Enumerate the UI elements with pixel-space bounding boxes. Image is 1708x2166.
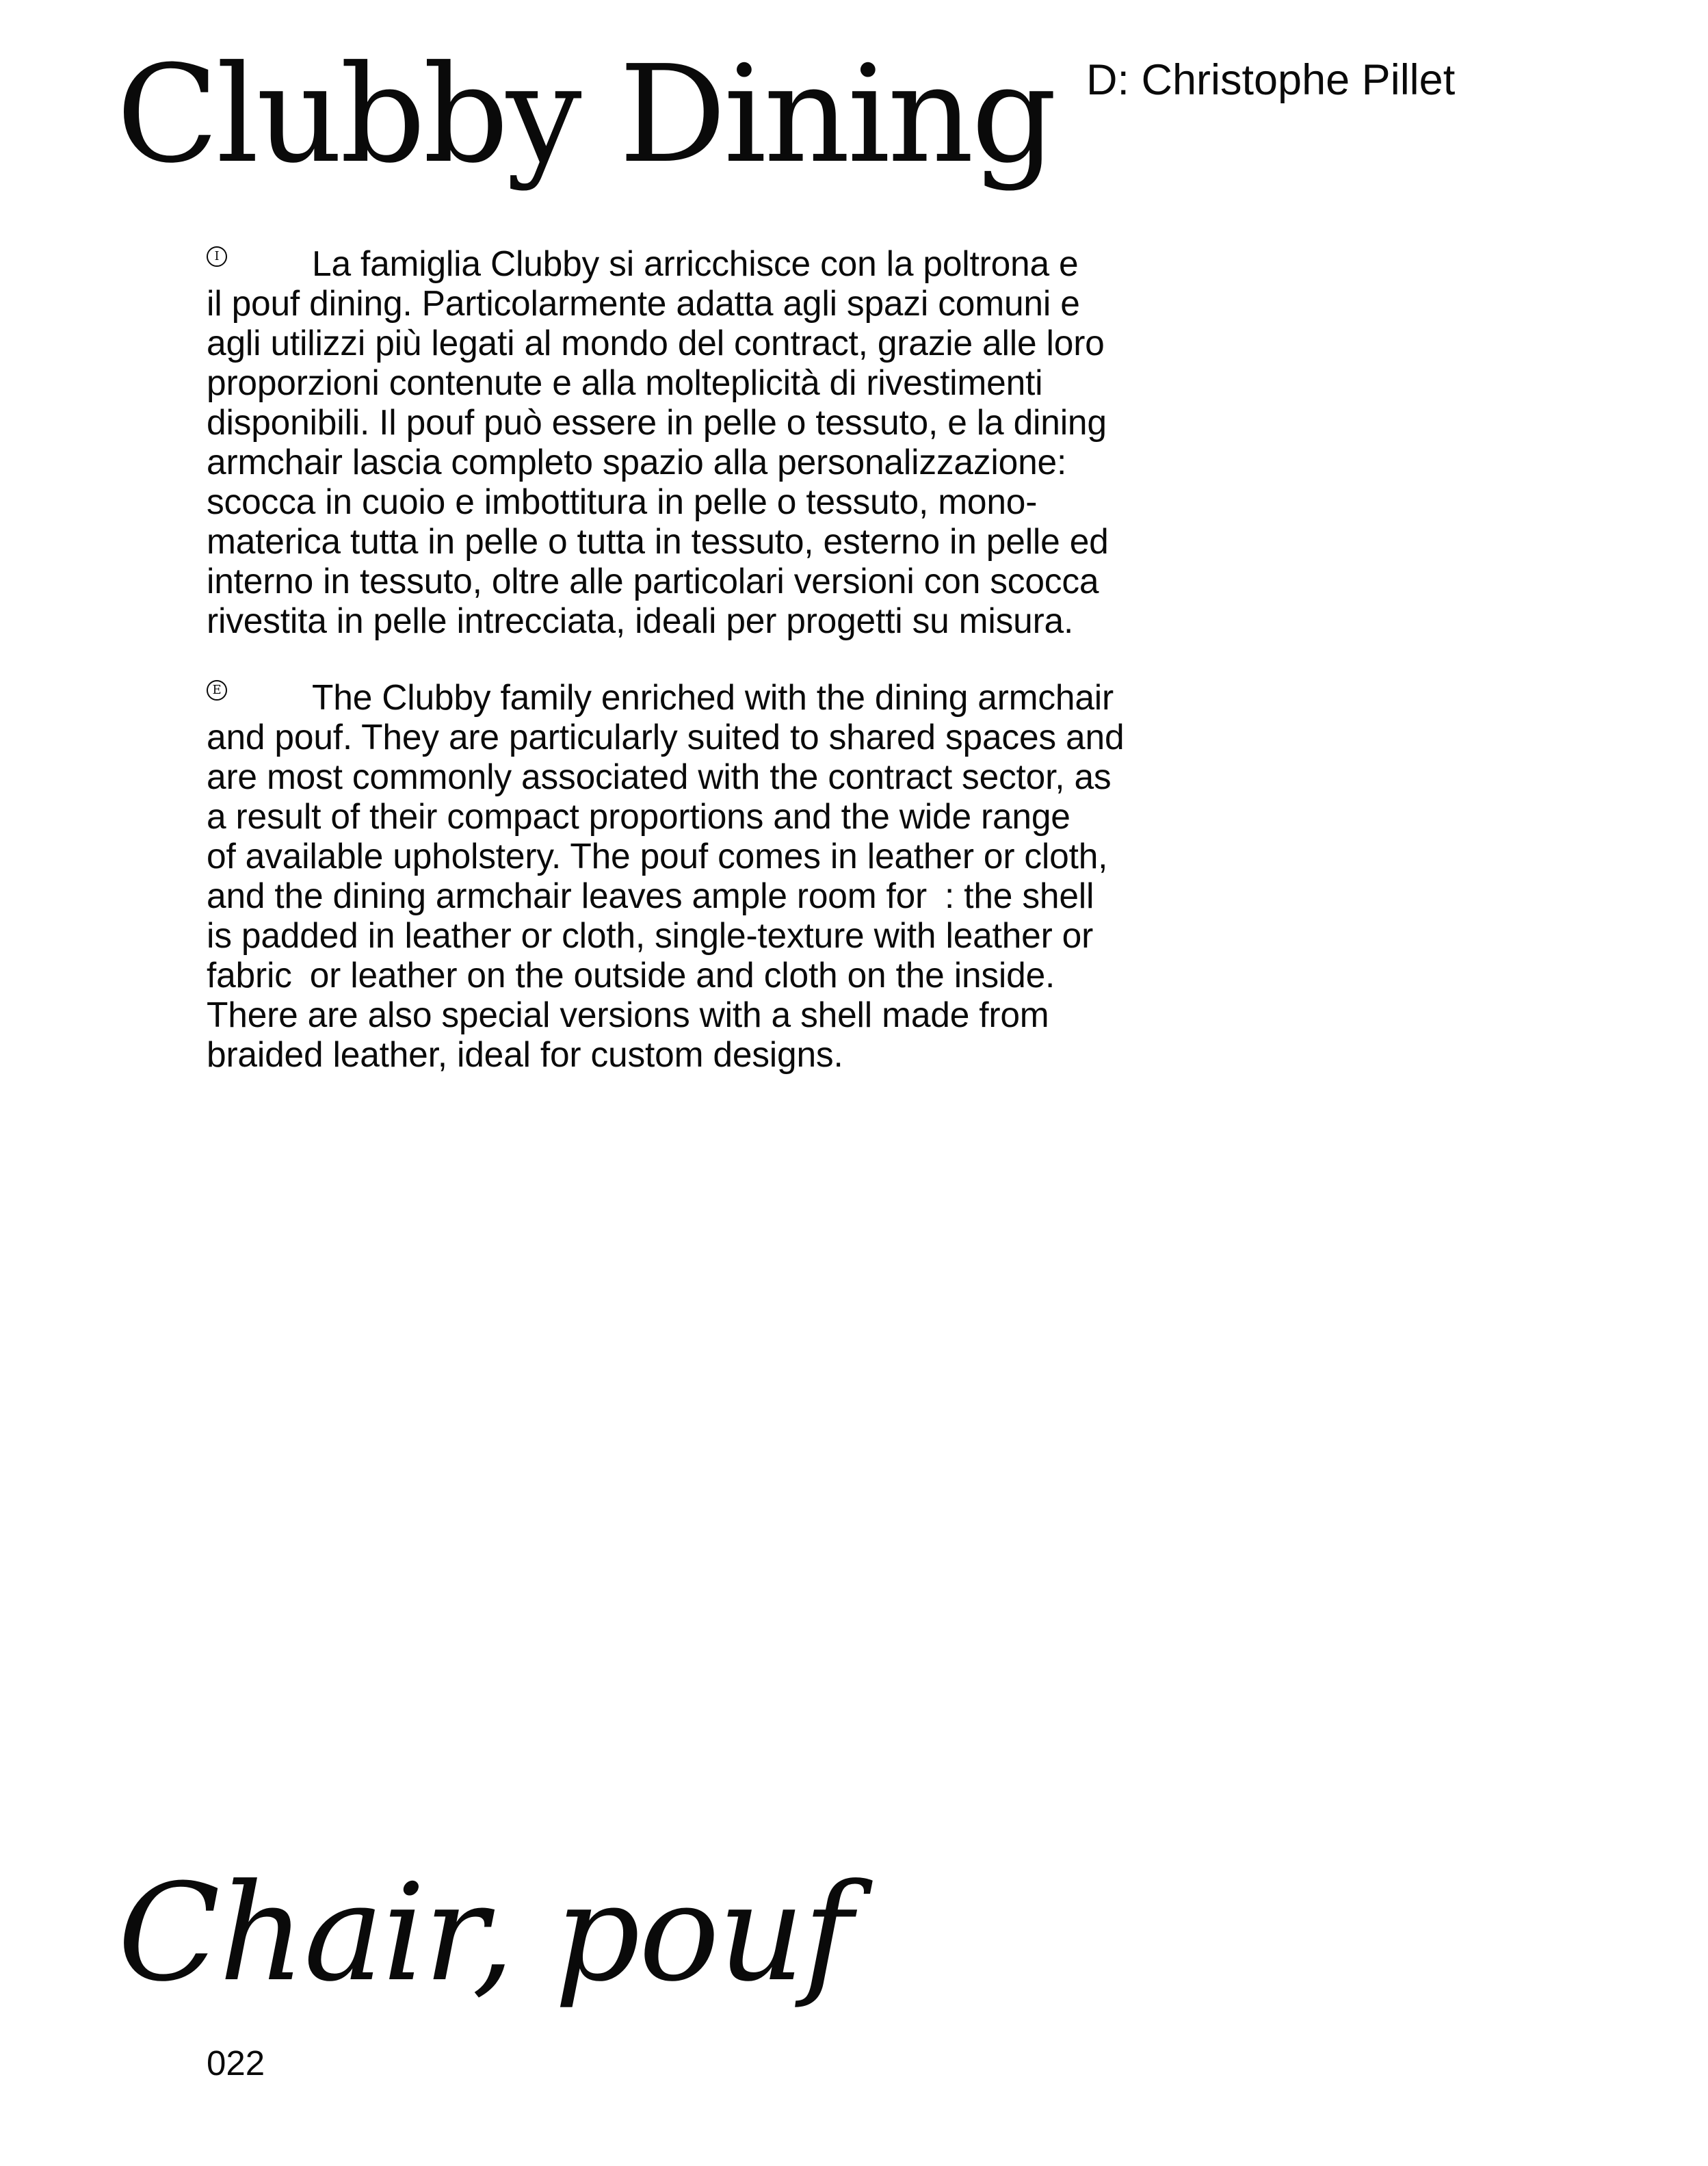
italian-line: disponibili. Il pouf può essere in pelle o tessuto, e la dining bbox=[207, 402, 1107, 442]
english-description bbox=[207, 677, 1246, 1074]
english-line: There are also special versions with a shell made from bbox=[207, 995, 1049, 1034]
product-title: Clubby Dining bbox=[116, 37, 1055, 193]
english-line: The Clubby family enriched with the dining armchair bbox=[312, 677, 1114, 717]
italian-line: rivestita in pelle intrecciata, ideali per progetti su misura. bbox=[207, 601, 1074, 640]
italian-description bbox=[207, 244, 1246, 640]
designer-credit: D: Christophe Pillet bbox=[1086, 56, 1456, 104]
italian-line: armchair lascia completo spazio alla personalizzazione: bbox=[207, 442, 1067, 482]
english-line: are most commonly associated with the contract sector, as bbox=[207, 757, 1112, 796]
italian-line: agli utilizzi più legati al mondo del contract, grazie alle loro bbox=[207, 323, 1105, 363]
english-line: is padded in leather or cloth, single-texture with leather or bbox=[207, 915, 1094, 955]
english-line: a result of their compact proportions and the wide range bbox=[207, 796, 1070, 836]
italian-line: materica tutta in pelle o tutta in tessuto, esterno in pelle ed bbox=[207, 521, 1109, 561]
english-line: of available upholstery. The pouf comes in leather or cloth, bbox=[207, 836, 1108, 876]
italian-line: scocca in cuoio e imbottitura in pelle o tessuto, mono- bbox=[207, 482, 1038, 521]
english-line: fabric or leather on the outside and cloth on the inside. bbox=[207, 955, 1055, 995]
italian-language-icon: I bbox=[207, 246, 227, 267]
italian-line: il pouf dining. Particolarmente adatta agli spazi comuni e bbox=[207, 283, 1080, 323]
english-language-icon: E bbox=[207, 680, 227, 701]
product-category-subtitle: Chair, pouf bbox=[118, 1855, 852, 2011]
english-line: and pouf. They are particularly suited to shared spaces and bbox=[207, 717, 1125, 757]
english-line: braided leather, ideal for custom designs. bbox=[207, 1034, 843, 1074]
english-line: and the dining armchair leaves ample room for : the shell bbox=[207, 876, 1094, 915]
italian-line: La famiglia Clubby si arricchisce con la poltrona e bbox=[312, 244, 1079, 283]
page-number: 022 bbox=[207, 2044, 265, 2083]
italian-line: interno in tessuto, oltre alle particolari versioni con scocca bbox=[207, 561, 1099, 601]
italian-line: proporzioni contenute e alla molteplicità di rivestimenti bbox=[207, 363, 1043, 402]
